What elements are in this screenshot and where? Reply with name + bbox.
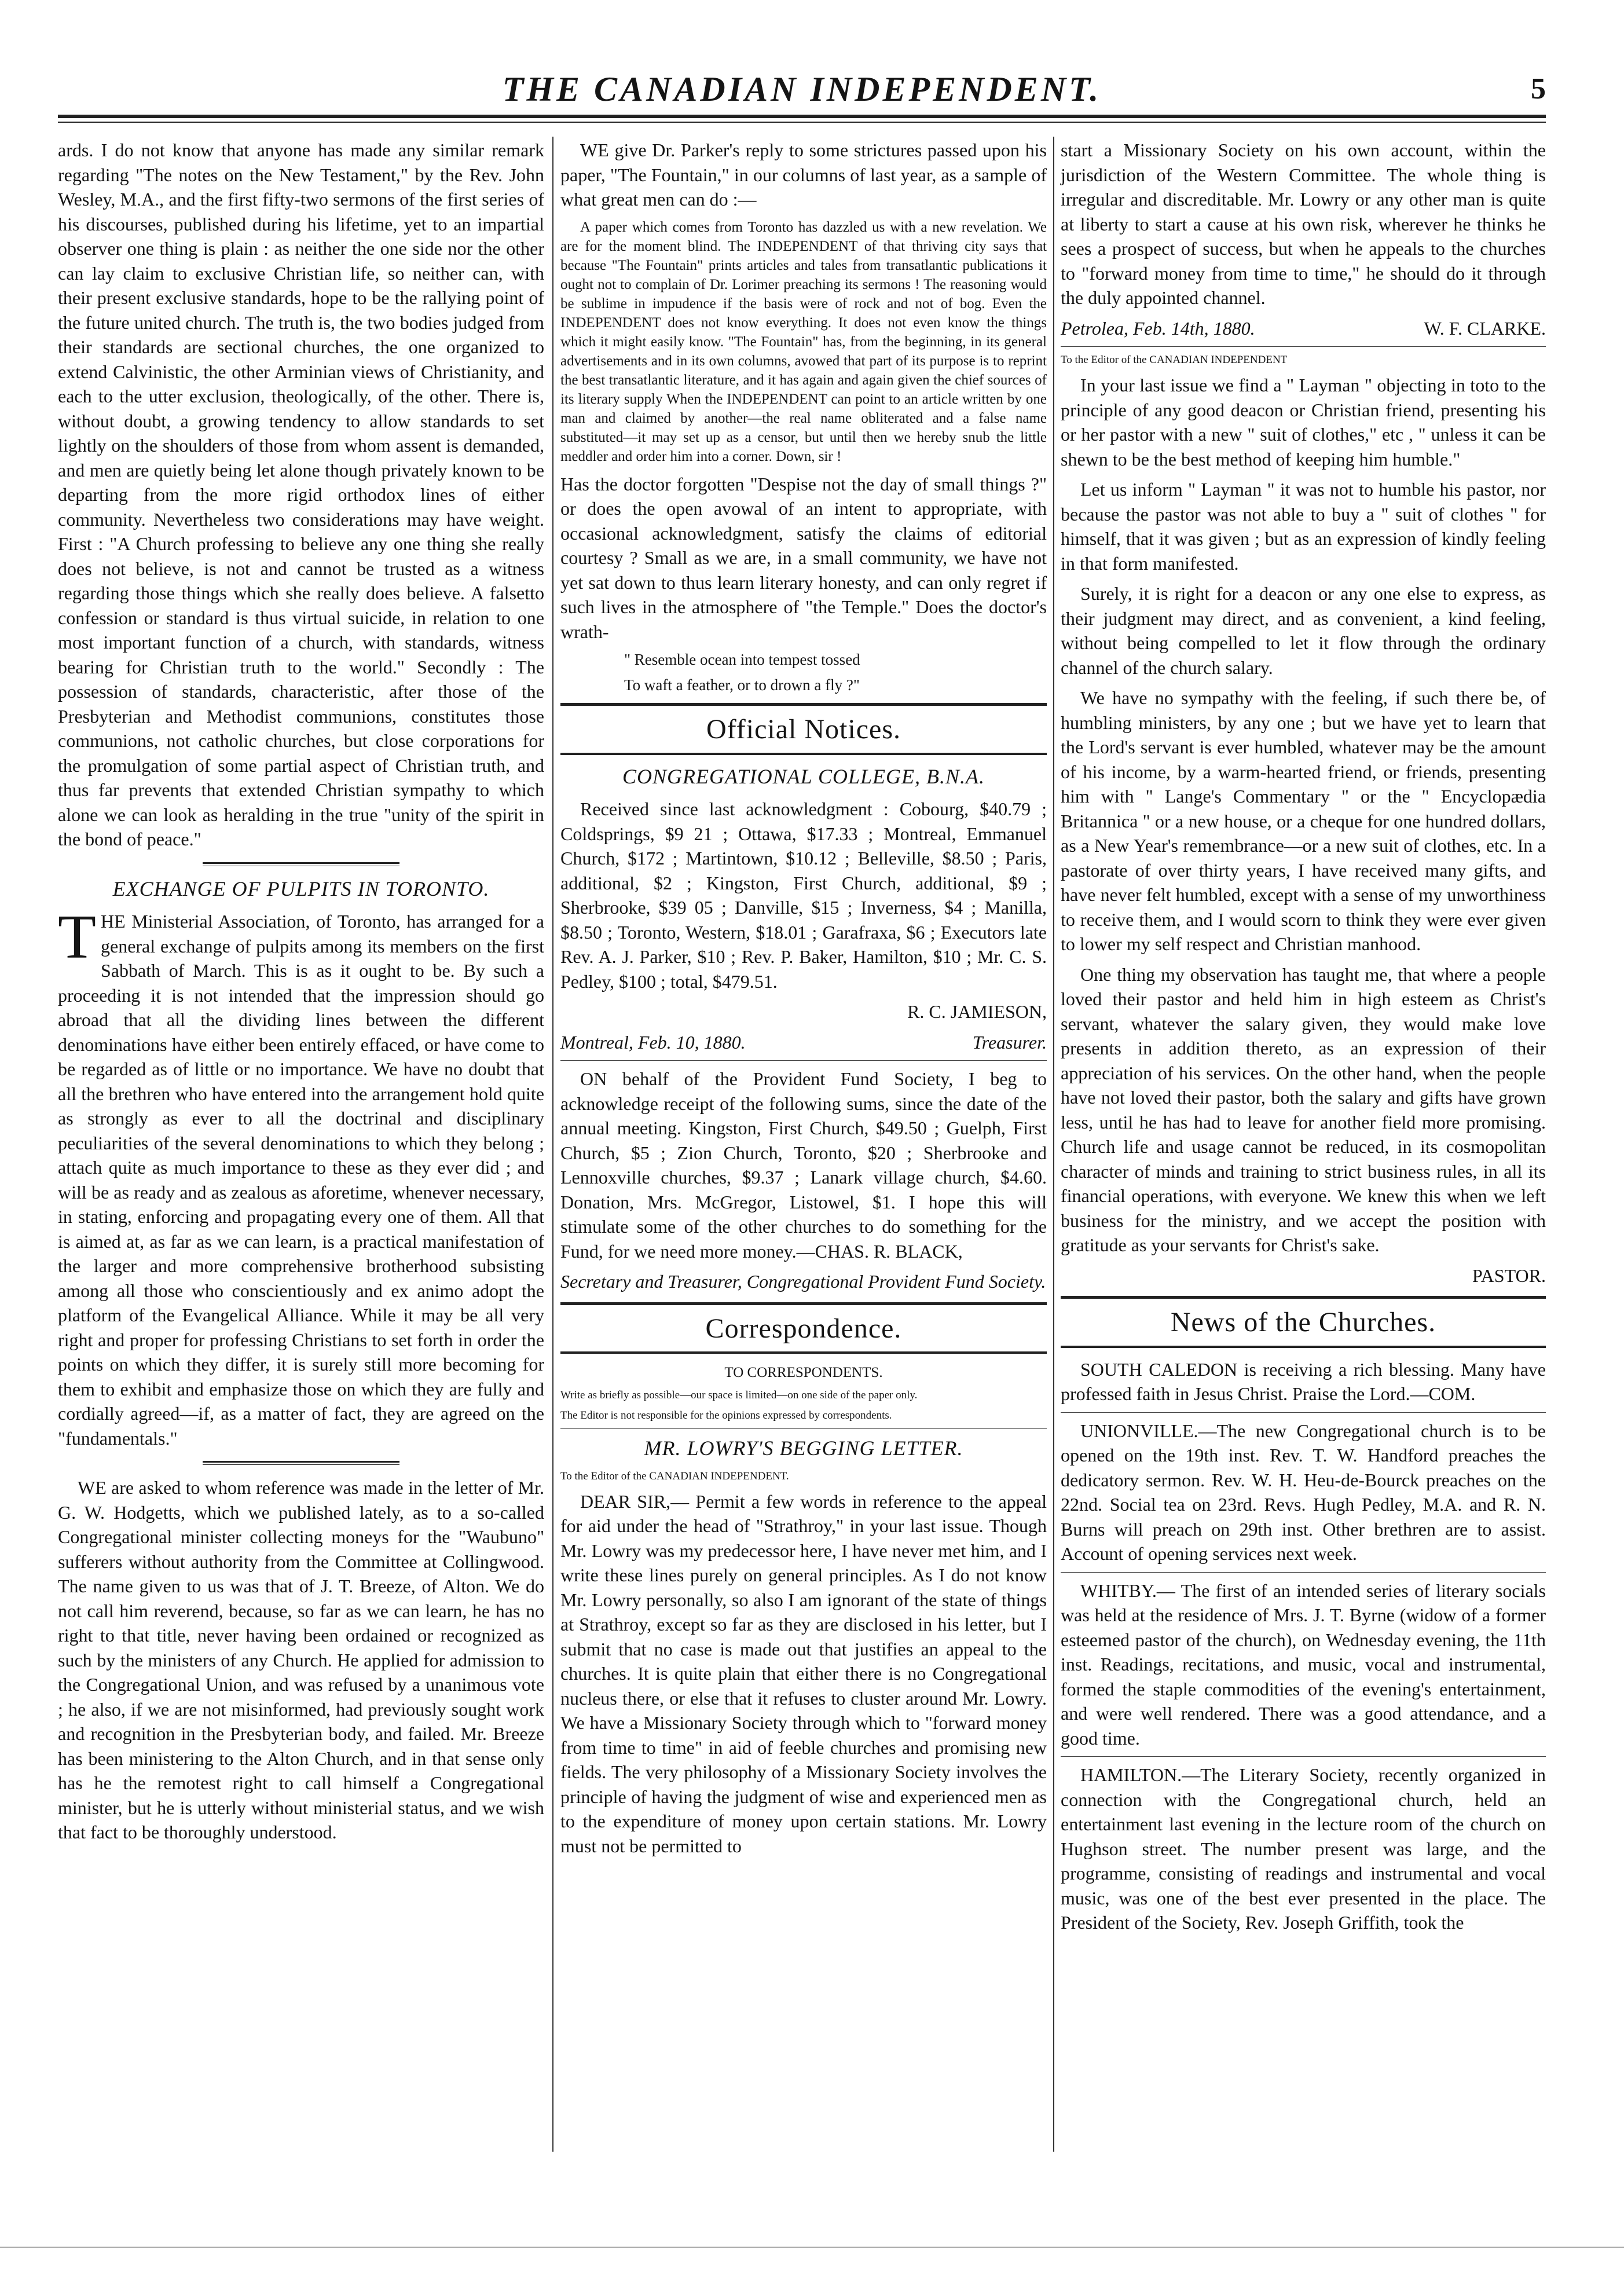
article-paragraph: We have no sympathy with the feeling, if such there be, of humbling ministers, by any one ; but we have yet to learn that the Lord's servant is ever humbled, whatever may be the amount of his income, by a warm-hearted friend, or friends, presenting him with " Lange's Commentary " or the " Encyclopædia Britannica " or a new house, or a cheque for one hundred dollars, as a New Year's remembrance—or a new suit of clothes, etc. In a pastorate of over thirty years, I have received many gifts, and have never felt humbled, except with a sense of my unworthiness to receive them, and I would scorn to think they were ever given to lower my self respect and Christian manhood. (1061, 687, 1546, 954)
section-header-box (560, 703, 1047, 755)
article-paragraph: Let us inform " Layman " it was not to humble his pastor, nor because the pastor was not able to buy a " suit of clothes " for himself, that it was given ; but as an expression of kindly feeling in that form manifested. (1061, 479, 1546, 574)
letter-address: To the Editor of the CANADIAN INDEPENDENT (1061, 354, 1288, 366)
section-heading: Official Notices. (706, 714, 901, 745)
article-heading: MR. LOWRY'S BEGGING LETTER. (644, 1437, 963, 1460)
separator-rule (203, 862, 399, 866)
signature-name: W. F. CLARKE. (1424, 317, 1546, 339)
header-rule-thin (58, 122, 1546, 123)
article-paragraph: In your last issue we find a " Layman " objecting in toto to the principle of any good deacon or Christian friend, presenting his or her pastor with a new " suit of clothes," etc , " unless it can be shewn to be the best method of keeping him humble." (1061, 375, 1546, 470)
column-2 (560, 138, 1047, 1864)
signature-name: PASTOR. (1472, 1265, 1546, 1286)
separator-rule (1061, 1572, 1546, 1573)
notice-text: The Editor is not responsible for the opinions expressed by correspondents. (560, 1409, 892, 1422)
section-heading: Correspondence. (705, 1313, 902, 1344)
running-title: THE CANADIAN INDEPENDENT. (502, 70, 1102, 108)
news-item: UNIONVILLE.—The new Congregational church is to be opened on the 19th inst. Rev. T. W. Handford preaches the dedicatory sermon. Rev. W. H. Heu-de-Bourck preaches on the 22nd. Social tea on 23rd. Revs. Hugh Pedley, M.A. and R. N. Burns will preach on 29th inst. Other brethren are to assist. Account of opening services next week. (1061, 1420, 1546, 1564)
separator-rule (1061, 1412, 1546, 1413)
article-paragraph: Has the doctor forgotten "Despise not the day of small things ?" or does the open avowal of an intent to appropriate, with occasional acknowledgment, satisfy the claims of editorial courtesy ? Small as we are, in a small community, we have not yet sat down to thus learn literary honesty, and can only regret if such lives in the atmosphere of "the Temple." Does the doctor's wrath- (560, 473, 1047, 642)
letter-address: To the Editor of the CANADIAN INDEPENDENT. (560, 1470, 789, 1482)
article-paragraph: ON behalf of the Provident Fund Society, I beg to acknowledge receipt of the following sums, since the date of the annual meeting. Kingston, First Church, $49.50 ; Guelph, First Church, $5 ; Zion Church, Toronto, $20 ; Sherbrooke and Lennoxville churches, $9.37 ; Lanark village church, $4.60. Donation, Mrs. McGregor, Listowel, $1. I hope this will stimulate some of the other churches to do something for the Fund, for we need more money.—CHAS. R. BLACK, (560, 1068, 1047, 1262)
footer-rule (0, 2247, 1624, 2248)
news-item: SOUTH CALEDON is receiving a rich blessing. Many have professed faith in Jesus Christ. Praise the Lord.—COM. (1061, 1358, 1546, 1404)
article-paragraph: start a Missionary Society on his own account, within the jurisdiction of the Western Committee. The whole thing is irregular and discreditable. Mr. Lowry or any other man is quite at liberty to start a cause at his own risk, wherever he thinks he sees a prospect of success, but when he appeals to the churches to "forward money from time to time," he should do it through the duly appointed channel. (1061, 140, 1546, 308)
section-header-box (1061, 1296, 1546, 1348)
article-paragraph: WE are asked to whom reference was made in the letter of Mr. G. W. Hodgetts, which we published lately, as to a so-called Congregational minister collecting moneys for the "Waubuno" sufferers without authority from the Committee at Collingwood. The name given to us was that of J. T. Breeze, of Alton. We do not call him reverend, because, so far as we can learn, he has no right to that title, never having been ordained or recognized as such by the ministers of any Church. He applied for admission to the Congregational Union, and was refused by a unanimous vote ; he also, if we are not misinformed, had previously sought work and recognition in the Presbyterian body, and failed. Mr. Breeze has been ministering to the Alton Church, and in that sense only has he the remotest right to call himself a Congregational minister, but he is utterly without ministerial status, and we wish that fact to be thoroughly understood. (58, 1477, 544, 1842)
article-paragraph: Surely, it is right for a deacon or any one else to express, as their judgment may direct, and as convenient, a kind feeling, without being compelled to let it flow through the ordinary channel of the church salary. (1061, 583, 1546, 678)
signature-place: Petrolea, Feb. 14th, 1880. (1061, 317, 1255, 339)
signature-role: Treasurer. (972, 1031, 1047, 1053)
notice-text: Write as briefly as possible—our space is limited—on one side of the paper only. (560, 1389, 918, 1401)
signature-line (1061, 316, 1546, 341)
news-item: WHITBY.— The first of an intended series of literary socials was held at the residence of Mrs. J. T. Byrne (widow of a former esteemed pastor of the church), on Wednesday evening, the 11th inst. Readings, recitations, and music, vocal and instrumental, formed the staple commodities of the evening's entertainment, and were well rendered. There was a good attendance, and a good time. (1061, 1580, 1546, 1749)
article-paragraph: WE give Dr. Parker's reply to some strictures passed upon his paper, "The Fountain," in our columns of last year, as a sample of what great men can do :— (560, 140, 1047, 210)
signature-line (560, 1030, 1047, 1055)
signature-role: Secretary and Treasurer, Congregational Provident Fund Society. (560, 1271, 1046, 1292)
article-text: HE Ministerial Association, of Toronto, has arranged for a general exchange of pulpits among its members on the first Sabbath of March. This is as it ought to be. By such a proceeding it is not intended that the impression should go abroad that all the dividing lines between the different denominations have either been entirely effaced, or have come to be regarded as of little or no importance. We have no doubt that all the brethren who have entered into the arrangement hold quite as strongly as ever to all the doctrinal and disciplinary peculiarities of the several denominations to which they belong ; attach quite as much importance to these as they ever did ; and will be as ready and as zealous as aforetime, whenever necessary, in stating, enforcing and propagating every one of them. All that is aimed at, as far as we can learn, is a practical manifestation of the larger and more comprehensive brotherhood subsisting among all those who conscientiously and ex animo adopt the platform of the Evangelical Alliance. While it may be all very right and proper for professing Christians to set forth in order the points on which they differ, it is surely still more becoming for them to exhibit and emphasize those on which they are fully and cordially agreed—if, as a matter of fact, they are agreed on the "fundamentals." (58, 911, 544, 1449)
column-3 (1061, 138, 1546, 1941)
separator-rule (1061, 1756, 1546, 1757)
column-1 (58, 138, 544, 1851)
verse-line: To waft a feather, or to drown a fly ?" (624, 676, 860, 694)
subsection-heading: CONGREGATIONAL COLLEGE, B.N.A. (622, 764, 985, 788)
separator-rule (1061, 346, 1546, 347)
column-divider (552, 137, 553, 2152)
column-divider (1053, 137, 1054, 2152)
separator-rule (560, 1428, 1047, 1429)
article-paragraph: Received since last acknowledgment : Cobourg, $40.79 ; Coldsprings, $9 21 ; Ottawa, $17.33 ; Montreal, Emmanuel Church, $172 ; Martintown, $10.12 ; Belleville, $8.50 ; Paris, additional, $2 ; Kingston, First Church, additional, $9 ; Sherbrooke, $39 05 ; Danville, $15 ; Inverness, $4 ; Manilla, $8.50 ; Toronto, Western, $18.01 ; Garafraxa, $6 ; Executors late Rev. A. J. Parker, $10 ; Rev. P. Baker, Hamilton, $10 ; Mr. C. S. Pedley, $100 ; total, $479.51. (560, 798, 1047, 992)
section-header-box (560, 1302, 1047, 1354)
news-item: HAMILTON.—The Literary Society, recently organized in connection with the Congregational church, held an entertainment last evening in the lecture room of the church on Hughson street. The number present was large, and the programme, consisting of readings and instrumental and vocal music, was one of the best ever presented in the place. The President of the Society, Rev. Joseph Griffith, took the (1061, 1764, 1546, 1933)
notice-heading: TO CORRESPONDENTS. (724, 1365, 883, 1380)
page-number: 5 (1531, 72, 1546, 105)
article-paragraph: One thing my observation has taught me, that where a people loved their pastor and held him in high esteem as Christ's servant, whatever the salary given, they would make love presents in addition thereto, as an expression of their appreciation of his services. On the other hand, when the people have not loved their pastor, both the salary and gifts have grown less, until he has had to leave for another field more promising. Church life and usage cannot be reduced, in its cosmopolitan character of minds and training to strict business rules, in all its financial operations, with everyone. We knew this when we left business for the ministry, and we accept the position with gratitude as your servants for Christ's sake. (1061, 964, 1546, 1255)
separator-rule (560, 1060, 1047, 1061)
signature-place: Montreal, Feb. 10, 1880. (560, 1031, 746, 1053)
quoted-reply: A paper which comes from Toronto has dazzled us with a new revelation. We are for the moment blind. The INDEPENDENT of that thriving city says that because "The Fountain" prints articles and tales from transatlantic publications it ought not to complain of Dr. Lorimer preaching its sermons ! The reasoning would be sublime in impudence if the basis were of rock and not of bog. Even the INDEPENDENT does not know everything. It does not even know the things which it might easily know. "The Fountain" has, from the beginning, in its general advertisements and in its own columns, avowed that part of its purpose is to reprint the best transatlantic literature, and it has again and again given the chief sources of its literary supply When the INDEPENDENT can point to an article written by one man and claimed by another—the real name obliterated and a false name substituted—it may set up as a censor, but until then we hereby snub the little meddler and order him into a corner. Down, sir ! (560, 219, 1047, 464)
signature-name: R. C. JAMIESON, (907, 1001, 1047, 1022)
masthead (58, 69, 1546, 110)
article-paragraph (58, 903, 544, 1450)
header-rule (58, 115, 1546, 118)
article-heading: EXCHANGE OF PULPITS IN TORONTO. (112, 877, 490, 900)
drop-cap: T (58, 903, 96, 972)
separator-rule (203, 1461, 399, 1465)
article-paragraph: ards. I do not know that anyone has made any similar remark regarding "The notes on the New Testament," by the Rev. John Wesley, M.A., and the first fifty-two sermons of the first series of his discourses, published during his lifetime, yet to an impartial observer one thing is plain : as neither the one side nor the other can lay claim to exclusive Christian life, so neither can, with their present exclusive standards, hope to be the rallying point of the future united church. The truth is, the two bodies judged from their standards are sectional churches, the one organized to extend Calvinistic, the other Arminian views of Christianity, and each to the utter exclusion, theologically, of the other. There is, without doubt, a growing tendency to allow standards to set lightly on the shoulders of those from whom assent is demanded, and men are quietly being let alone though privately known to be departing from the more rigid orthodox lines of either community. Nevertheless two considerations may have weight. First : "A Church professing to believe any one thing she really does not believe, is not and cannot be trusted as a witness regarding those things which she really does believe. A falsetto confession or standard is thus virtual suicide, in relation to one most important function of a church, with standards, witness bearing for Christian truth to the world." Secondly : The possession of standards, characteristic, after those of the Presbyterian and Methodist communions, constitutes those communions, not catholic churches, but close corporations for the promulgation of some partial aspect of Christian truth, and thus far prevents that extended Christian sympathy to which alone we can look as heralding in the true "unity of the spirit in the bond of peace." (58, 140, 544, 849)
verse-line: " Resemble ocean into tempest tossed (624, 651, 860, 668)
article-paragraph: DEAR SIR,— Permit a few words in reference to the appeal for aid under the head of "Strathroy," in your last issue. Though Mr. Lowry was my predecessor here, I have never met him, and I write these lines purely on general principles. As I do not know Mr. Lowry personally, so also I am ignorant of the state of things at Strathroy, except so far as they are disclosed in his letter, but I submit that no case is made out that justifies an appeal to the churches. It is quite plain that either there is no Congregational nucleus there, or else that it refuses to cluster around Mr. Lowry. We have a Missionary Society through which to "forward money from time to time" in aid of feeble churches and promising new fields. The very philosophy of a Missionary Society involves the principle of having the judgment of wise and experienced men as to the expenditure of money upon certain stations. Mr. Lowry must not be permitted to (560, 1490, 1047, 1856)
section-heading: News of the Churches. (1170, 1307, 1436, 1338)
